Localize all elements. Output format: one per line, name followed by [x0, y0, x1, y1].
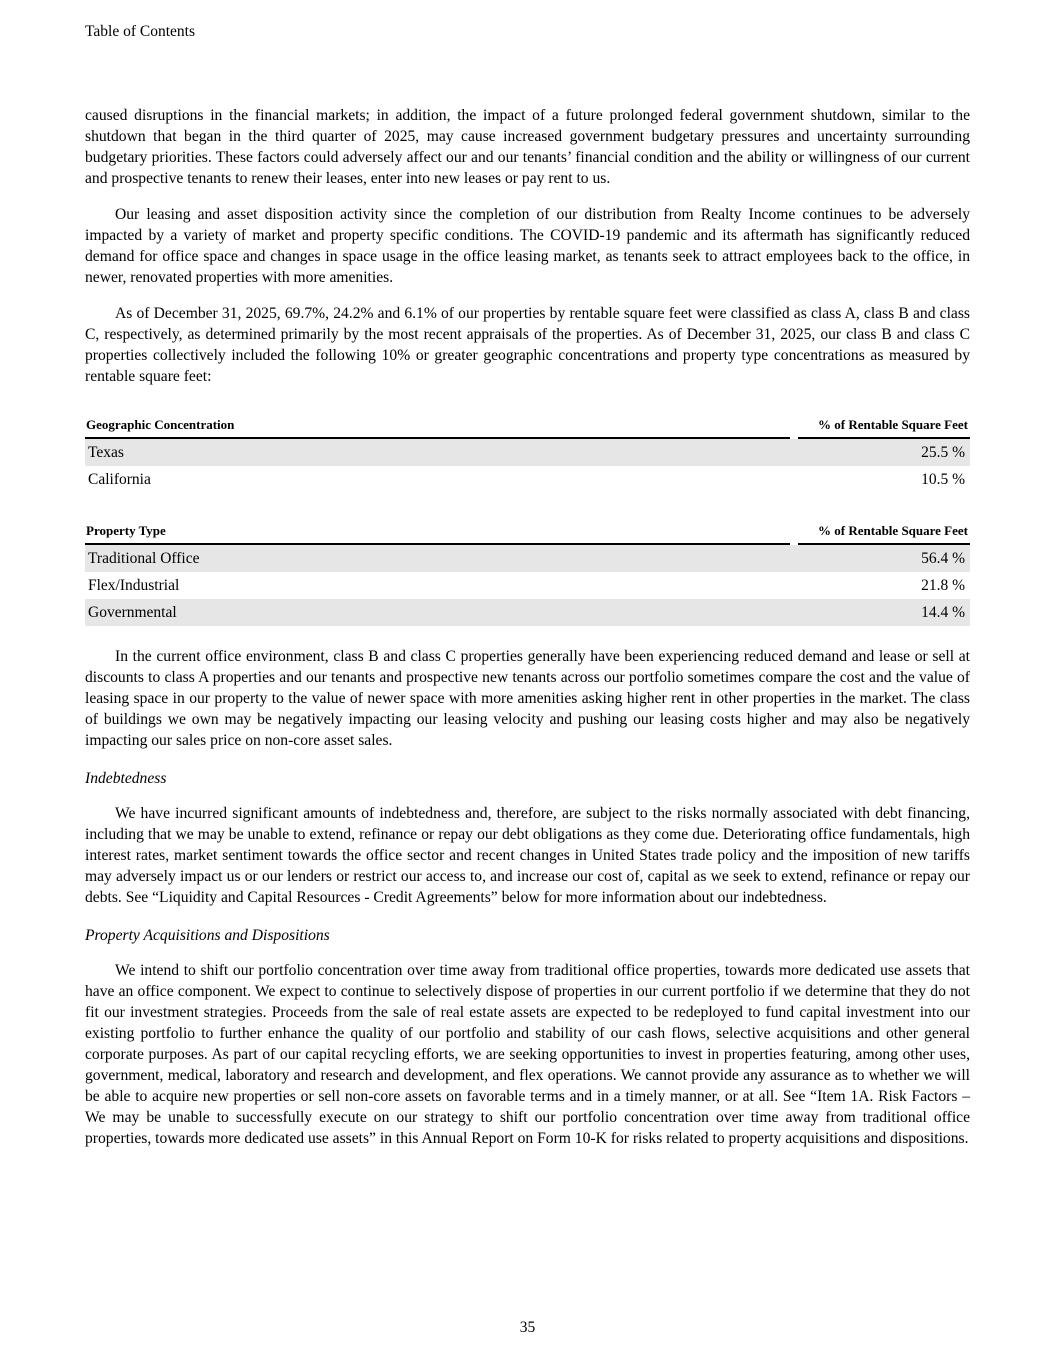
row-label: Governmental [88, 604, 177, 621]
table-row [85, 466, 970, 493]
row-value: 25.5 % [921, 444, 965, 461]
property-type-table [85, 521, 970, 626]
paragraph-leasing-activity: Our leasing and asset disposition activity since the completion of our distribution from Realty Income continues to be adversely impacted by a variety of market and property specific conditions. The COVID-19 pandemic and its aftermath has significantly reduced demand for office space and changes in space usage in the office leasing market, as tenants seek to attract employees back to the office, in newer, renovated properties with more amenities. [85, 206, 970, 286]
geographic-concentration-table [85, 415, 970, 493]
row-value: 21.8 % [921, 577, 965, 594]
paragraph-acquisitions-dispositions: We intend to shift our portfolio concentration over time away from traditional office properties, towards more dedicated use assets that have an office component. We expect to continue to selectively dispose of properties in our current portfolio if we determine that they do not fit our investment strategies. Proceeds from the sale of real estate assets are expected to be redeployed to fund capital investment into our existing portfolio to further enhance the quality of our portfolio and stability of our cash flows, selective acquisitions and other general corporate purposes. As part of our capital recycling efforts, we are seeking opportunities to invest in properties featuring, among other uses, government, medical, laboratory and research and development, and flex operations. We cannot provide any assurance as to whether we will be able to acquire new properties or sell non-core assets on favorable terms and in a timely manner, or at all. See “Item 1A. Risk Factors – We may be unable to successfully execute on our strategy to shift our portfolio concentration over time away from traditional office properties, towards more dedicated use assets” in this Annual Report on Form 10-K for risks related to property acquisitions and dispositions. [85, 962, 970, 1147]
row-label: California [88, 471, 151, 488]
table-of-contents-link[interactable]: Table of Contents [85, 23, 195, 40]
paragraph-class-concentrations: As of December 31, 2025, 69.7%, 24.2% and 6.1% of our properties by rentable square feet were classified as class A, class B and class C, respectively, as determined primarily by the most recent appraisals of the properties. As of December 31, 2025, our class B and class C properties collectively included the following 10% or greater geographic concentrations and property type concentrations as measured by rentable square feet: [85, 305, 970, 385]
property-acquisitions-heading: Property Acquisitions and Dispositions [85, 927, 330, 944]
row-label: Traditional Office [88, 550, 200, 567]
table-row [85, 572, 970, 599]
paragraph-shutdown-risk: caused disruptions in the financial markets; in addition, the impact of a future prolonged federal government shutdown, similar to the shutdown that began in the third quarter of 2025, may cause increased government budgetary pressures and uncertainty surrounding budgetary priorities. These factors could adversely affect our and our tenants’ financial condition and the ability or willingness of our current and prospective tenants to renew their leases, enter into new leases or pay rent to us. [85, 107, 970, 187]
property-type-header: Property Type [85, 521, 790, 545]
table-row [85, 439, 970, 466]
indebtedness-heading: Indebtedness [85, 770, 167, 787]
paragraph-indebtedness: We have incurred significant amounts of indebtedness and, therefore, are subject to the risks normally associated with debt financing, including that we may be unable to extend, refinance or repay our debt obligations as they come due. Deteriorating office fundamentals, high interest rates, market sentiment towards the office sector and recent changes in United States trade policy and the imposition of new tariffs may adversely impact us or our lenders or restrict our access to, and increase our cost of, capital as we seek to extend, refinance or repay our debts. See “Liquidity and Capital Resources - Credit Agreements” below for more information about our indebtedness. [85, 805, 970, 906]
table-header-row [85, 521, 970, 545]
rentable-square-feet-header: % of Rentable Square Feet [798, 521, 970, 545]
row-value: 56.4 % [921, 550, 965, 567]
row-label: Flex/Industrial [88, 577, 180, 594]
table-row [85, 599, 970, 626]
table-row [85, 545, 970, 572]
row-label: Texas [88, 444, 124, 461]
row-value: 14.4 % [921, 604, 965, 621]
paragraph-office-environment: In the current office environment, class B and class C properties generally have been experiencing reduced demand and lease or sell at discounts to class A properties and our tenants and prospective new tenants across our portfolio sometimes compare the cost and the value of leasing space in our property to the value of newer space with more amenities asking higher rent in other properties in the market. The class of buildings we own may be negatively impacting our leasing velocity and pushing our leasing costs higher and may also be negatively impacting our sales price on non-core asset sales. [85, 648, 970, 749]
table-header-row [85, 415, 970, 439]
row-value: 10.5 % [921, 471, 965, 488]
rentable-square-feet-header: % of Rentable Square Feet [798, 415, 970, 439]
page-number: 35 [519, 1319, 536, 1336]
geographic-concentration-header: Geographic Concentration [85, 415, 790, 439]
